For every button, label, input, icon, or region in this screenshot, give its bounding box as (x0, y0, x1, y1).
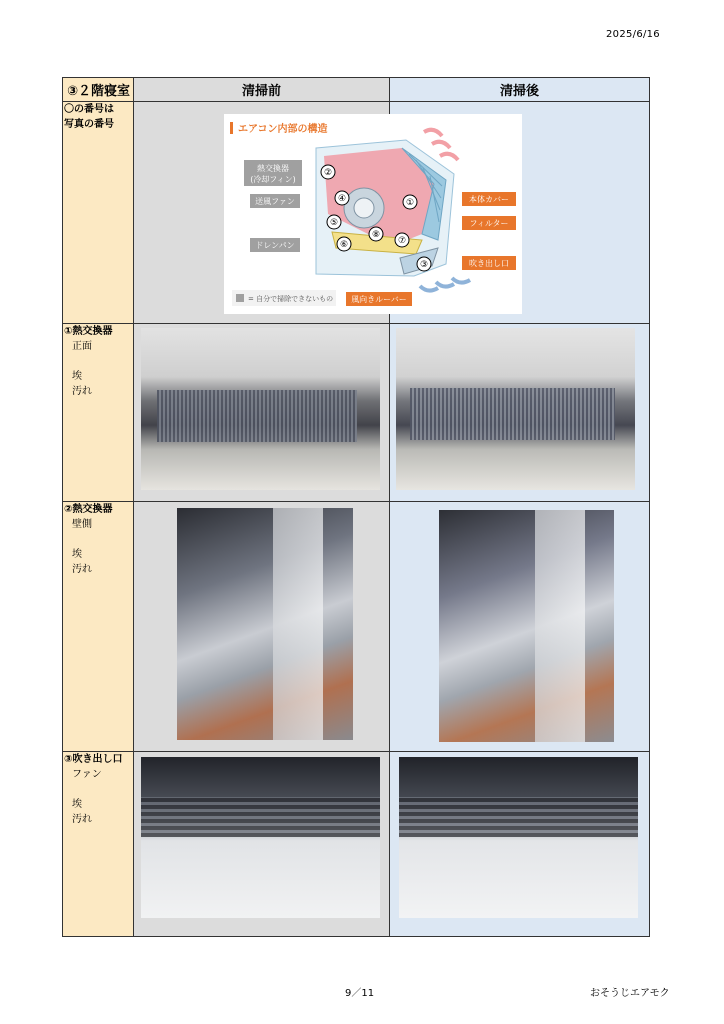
callout-6: ⑥ (339, 240, 349, 250)
row2-after-photo (439, 510, 614, 742)
callout-1: ① (405, 198, 415, 208)
legend-label-cell (63, 102, 134, 324)
row3-title: ③吹き出し口 (64, 754, 123, 765)
row3-label (63, 752, 134, 937)
row1-label (63, 324, 134, 502)
row3-before-photo (141, 757, 380, 918)
room-header: ③２階寝室 (63, 78, 134, 102)
row1-line: 汚れ (72, 386, 92, 397)
label-outlet: 吹き出し口 (469, 259, 509, 268)
label-cooling-fin: (冷却フィン) (250, 175, 296, 184)
aircon-structure-diagram (224, 114, 522, 314)
diagram-title: エアコン内部の構造 (238, 124, 328, 135)
label-louver: 風向きルーバー (351, 295, 407, 304)
legend-label-line1: 〇の番号は (64, 104, 114, 115)
row1-before-photo (141, 328, 380, 490)
row3-after-photo (399, 757, 638, 918)
after-header: 清掃後 (390, 78, 650, 102)
row2-line: 壁側 (72, 519, 92, 530)
legend-note: = 自分で掃除できないもの (248, 295, 334, 303)
row2-label (63, 502, 134, 752)
row3-line: 汚れ (72, 814, 92, 825)
label-heat-exchanger: 熱交換器 (257, 164, 289, 173)
company-name: おそうじエアモク (590, 988, 670, 999)
row2-before-photo (177, 508, 353, 740)
row2-line: 汚れ (72, 564, 92, 575)
label-body-cover: 本体カバー (469, 195, 509, 204)
callout-5: ⑤ (329, 218, 339, 228)
callout-8: ⑧ (371, 230, 381, 240)
callout-3: ③ (419, 260, 429, 270)
label-fan: 送風ファン (255, 197, 295, 206)
row1-title: ①熱交換器 (64, 326, 113, 337)
label-filter: フィルター (469, 219, 509, 228)
row3-line: 埃 (72, 799, 82, 810)
report-date: 2025/6/16 (606, 29, 660, 40)
row2-title: ②熱交換器 (64, 504, 113, 515)
label-drain-pan: ドレンパン (255, 241, 295, 250)
before-header: 清掃前 (134, 78, 390, 102)
callout-2: ② (323, 168, 333, 178)
row1-after-photo (396, 328, 635, 490)
row3-line: ファン (72, 769, 102, 780)
row1-line: 正面 (72, 341, 92, 352)
page-number: 9／11 (345, 988, 375, 999)
row1-line: 埃 (72, 371, 82, 382)
row2-line: 埃 (72, 549, 82, 560)
legend-label-line2: 写真の番号 (64, 119, 114, 130)
callout-4: ④ (337, 194, 347, 204)
callout-7: ⑦ (397, 236, 407, 246)
